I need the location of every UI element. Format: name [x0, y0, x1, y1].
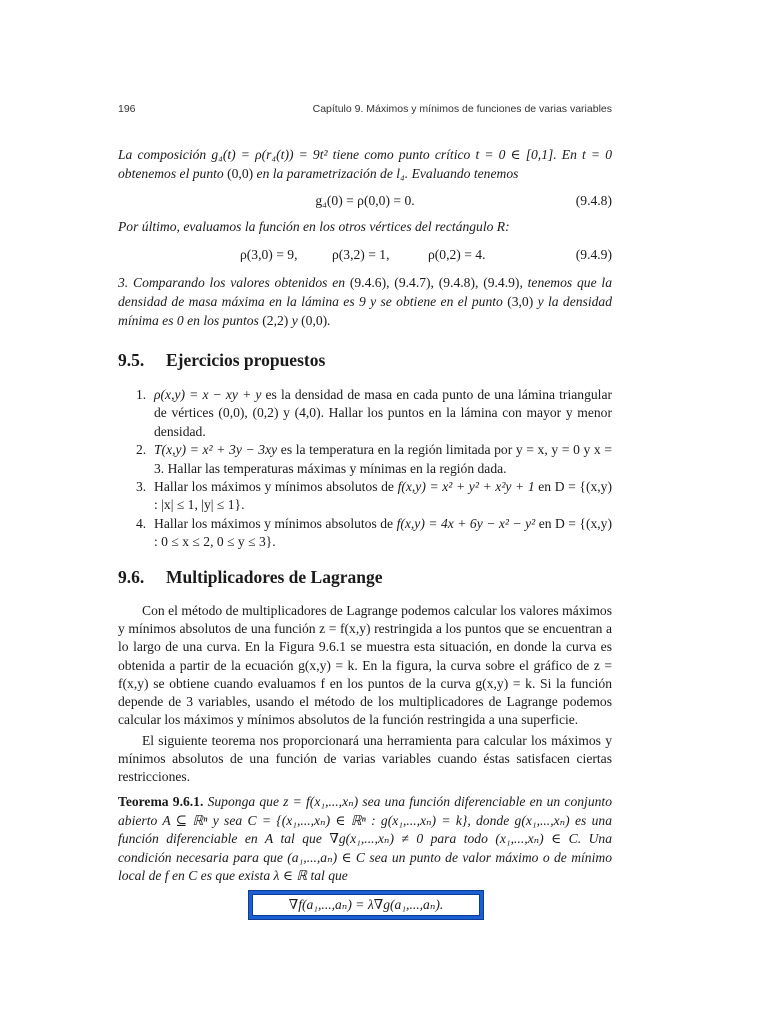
rho-3-2: ρ(3,2) = 1, — [332, 247, 390, 262]
theorem-statement: Suponga que z = f(x₁,...,xₙ) sea una función diferenciable en un conjunto abierto A ⊆ ℝⁿ y sea C = {(x₁,...,xₙ) ∈ ℝⁿ : g(x₁,...,xₙ) = k}, donde g(x₁,...,xₙ) es una función diferenciable en A tal que ∇g(x₁,...,xₙ) ≠ 0 para todo (x₁,...,xₙ) ∈ C. Una condición necesaria para que (a₁,...,aₙ) ∈ C sea un punto de valor máximo o de mínimo local de f en C es que exista λ ∈ ℝ tal que — [118, 794, 612, 884]
page-number: 196 — [118, 103, 136, 115]
rho-3-0: ρ(3,0) = 9, — [240, 247, 298, 262]
chapter-title: Capítulo 9. Máximos y mínimos de funciones de varias variables — [312, 103, 612, 115]
running-head — [118, 103, 612, 119]
rho-0-2: ρ(0,2) = 4. — [428, 247, 486, 262]
vertices-sentence: Por último, evaluamos la función en los otros vértices del rectángulo R: — [118, 219, 510, 234]
equation-number: (9.4.8) — [575, 193, 612, 208]
equation-number: (9.4.9) — [575, 247, 612, 262]
exercise-list — [118, 386, 612, 552]
section-heading-9-6: 9.6. Multiplicadores de Lagrange — [118, 567, 383, 587]
lagrange-paragraph-1: Con el método de multiplicadores de Lagrange podemos calcular los valores máximos y mínimos absolutos de una función z = f(x,y) restringida a los puntos que se encuentran a lo largo de una curva. En la Figura 9.6.1 se muestra esta situación, en donde la curva es obtenida a partir de la ecuación g(x,y) = k. En la figura, la curva sobre el gráfico de z = f(x,y) se obtiene cuando evaluamos f en los puntos de la curva g(x,y) = k. Si la función depende de 3 variables, usando el método de los multiplicadores de Lagrange podemos calcular los máximos y mínimos absolutos de la función restringida a una superficie. — [118, 603, 612, 728]
conclusion-paragraph: 3. Comparando los valores obtenidos en (9.4.6), (9.4.7), (9.4.8), (9.4.9), tenemos que la densidad de masa máxima en la lámina es 9 y se obtiene en el punto (3,0) y la densidad mínima es 0 en los puntos (2,2) y (0,0). — [118, 275, 612, 328]
boxed-formula — [248, 890, 484, 920]
exercise-item: 1. ρ(x,y) = x − xy + y es la densidad de masa en cada punto de una lámina triangular de vértices (0,0), (0,2) y (4,0). Hallar los puntos en la lámina con mayor y menor densidad. — [136, 387, 613, 439]
exercise-item: 3. Hallar los máximos y mínimos absolutos de f(x,y) = x² + y² + x²y + 1 en D = {(x,y) : |x| ≤ 1, |y| ≤ 1}. — [136, 479, 612, 513]
section-heading-9-5: 9.5. Ejercicios propuestos — [118, 350, 326, 370]
lagrange-condition: ∇f(a₁,...,aₙ) = λ∇g(a₁,...,aₙ). — [252, 894, 480, 916]
exercise-item: 2. T(x,y) = x² + 3y − 3xy es la temperatura en la región limitada por y = x, y = 0 y x = 3. Hallar las temperaturas máximas y mínimas en la región dada. — [136, 442, 613, 476]
theorem-label: Teorema 9.6.1. — [118, 794, 204, 809]
exercise-item: 4. Hallar los máximos y mínimos absolutos de f(x,y) = 4x + 6y − x² − y² en D = {(x,y) : 0 ≤ x ≤ 2, 0 ≤ y ≤ 3}. — [136, 515, 612, 550]
theorem-9-6-1 — [118, 793, 612, 886]
equation-9-4-8 — [118, 191, 612, 210]
equation-body: g₄(0) = ρ(0,0) = 0. — [315, 193, 415, 208]
lagrange-paragraph-2: El siguiente teorema nos proporcionará una herramienta para calcular los máximos y mínimos absolutos de una función de varias variables cuando éstas satisfacen ciertas restricciones. — [118, 733, 612, 785]
equation-9-4-9 — [118, 245, 612, 264]
intro-paragraph: La composición g₄(t) = ρ(r₄(t)) = 9t² tiene como punto crítico t = 0 ∈ [0,1]. En t = 0 obtenemos el punto (0,0) en la parametrización de l₄. Evaluando tenemos — [118, 147, 612, 181]
